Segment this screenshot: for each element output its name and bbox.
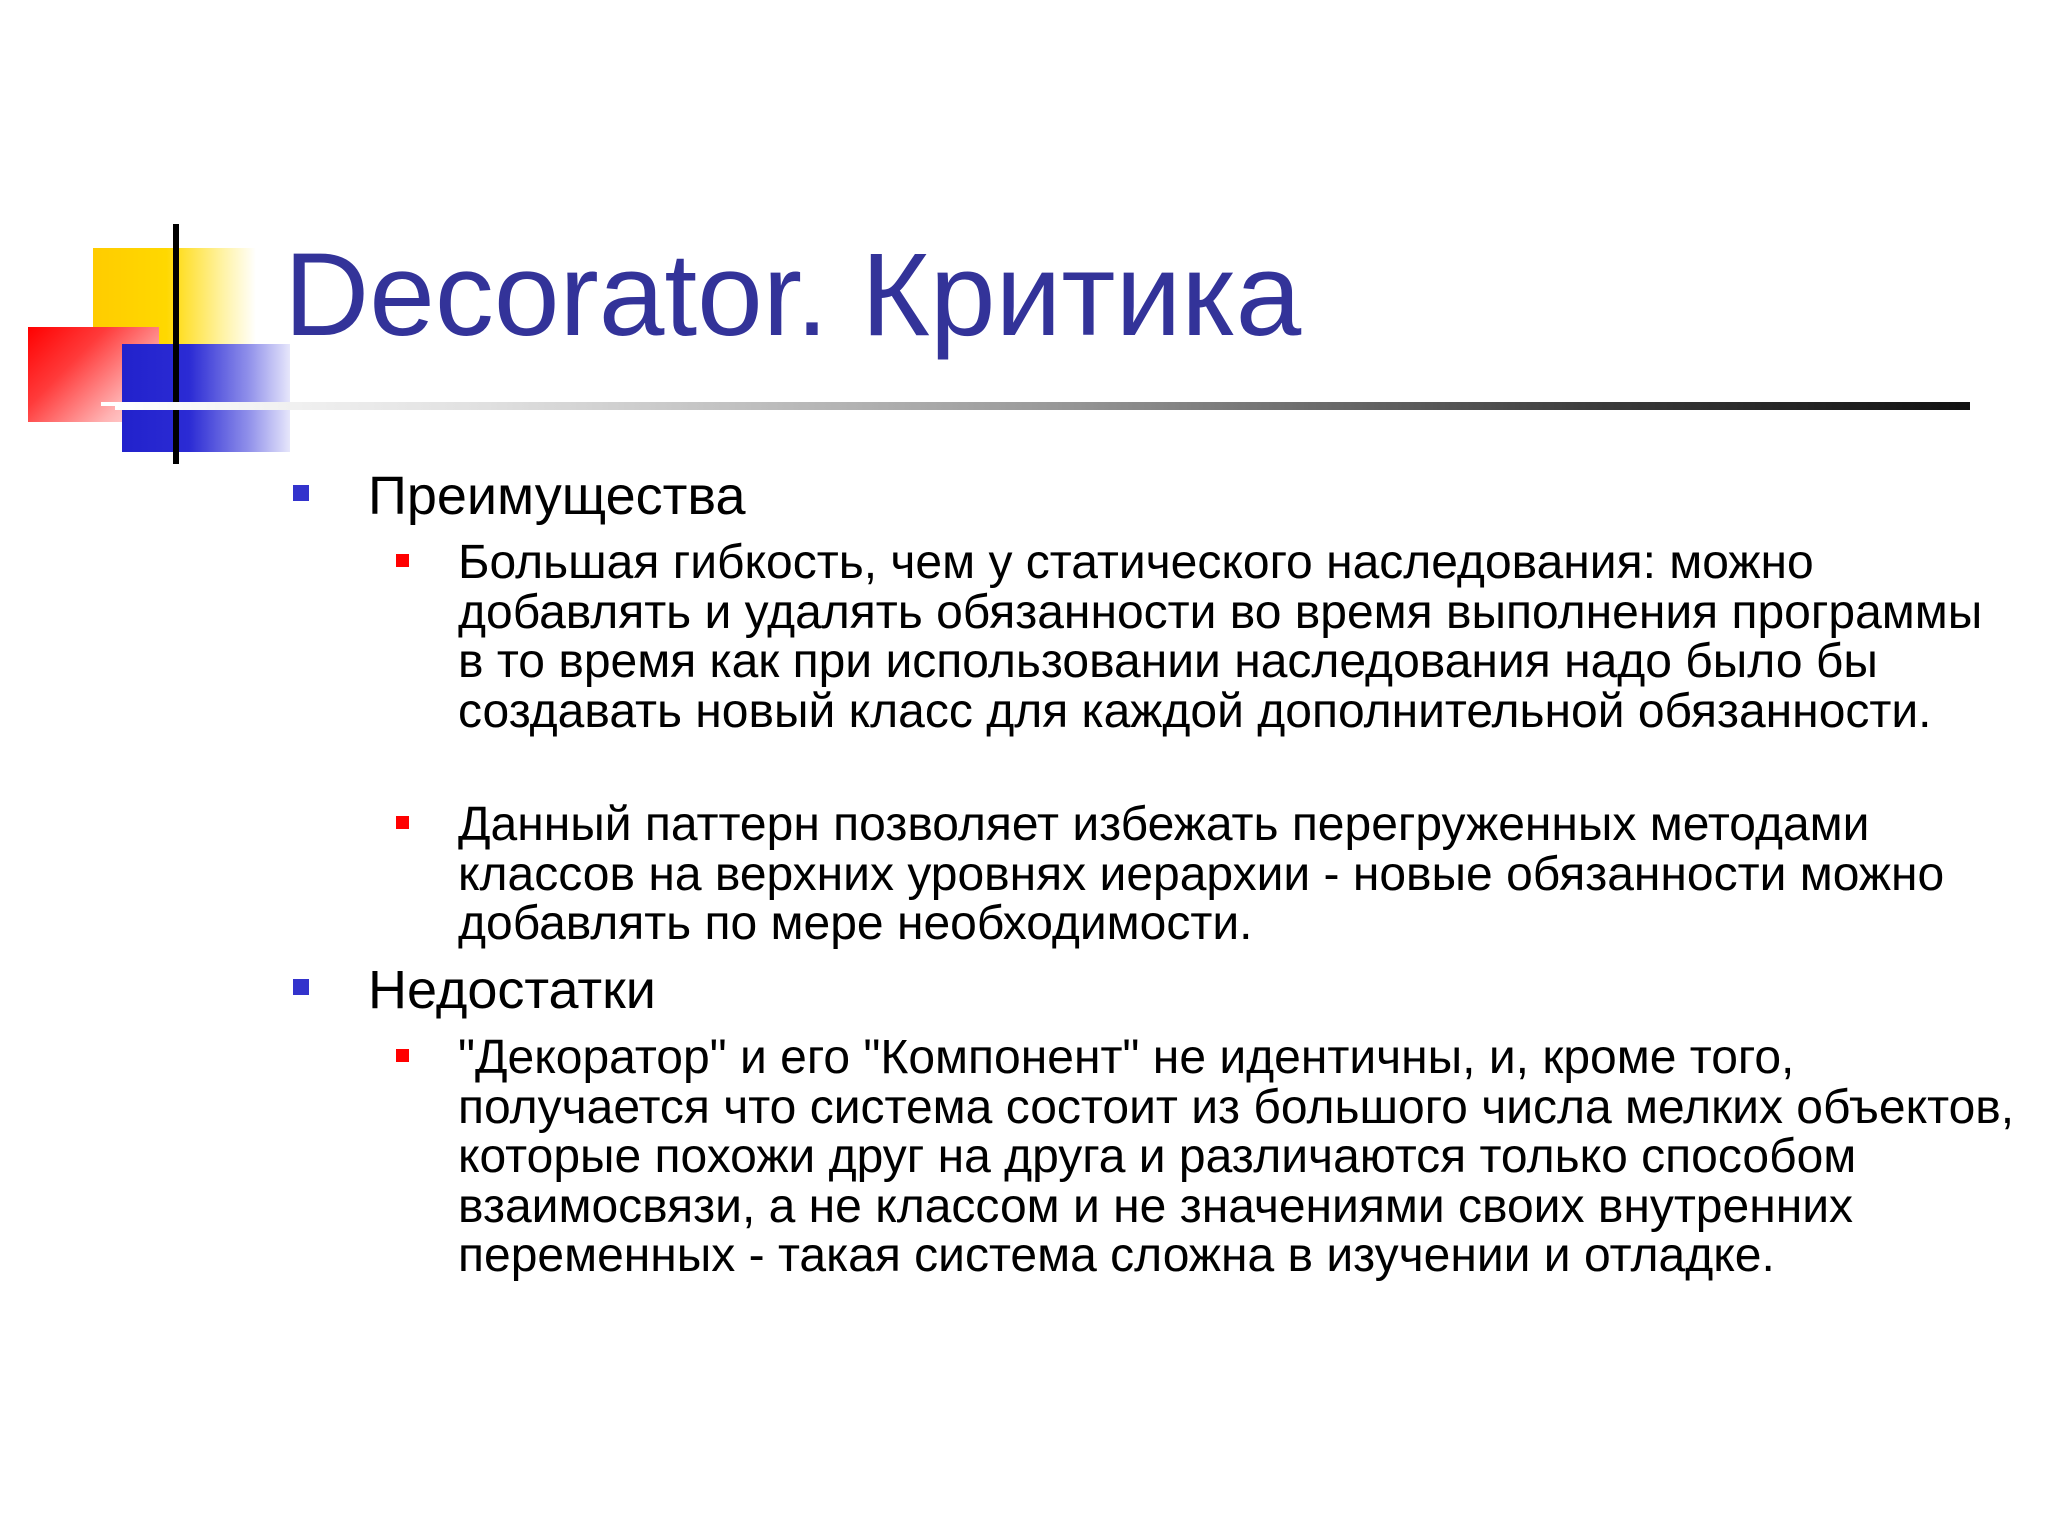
bullet-square-icon [293, 979, 309, 995]
list-item-advantage-2 [458, 800, 2018, 949]
list-item-disadvantage-1 [458, 1033, 2018, 1281]
bullet-square-icon [396, 554, 409, 567]
section-heading-text: Недостатки [368, 960, 656, 1020]
bullet-square-icon [293, 485, 309, 501]
section-heading-advantages [368, 466, 745, 526]
slide-title: Decorator. Критика [284, 229, 1302, 361]
list-item-text: "Декоратор" и его "Компонент" не идентичны, и, кроме того, получается что система состоит из большого числа мелких объектов, которые похожи друг на друга и различаются только способом взаимосвязи, а не классом и не значениями своих внутренних переменных - такая система сложна в изучении и отладке. [458, 1031, 2015, 1282]
section-heading-text: Преимущества [368, 466, 746, 526]
bullet-square-icon [396, 1049, 409, 1062]
decor-blue-block [122, 344, 290, 452]
bullet-square-icon [396, 816, 409, 829]
section-heading-disadvantages [368, 960, 656, 1020]
list-item-advantage-1 [458, 538, 2018, 736]
decor-black-line [173, 224, 179, 464]
title-underline [115, 402, 1970, 410]
list-item-text: Большая гибкость, чем у статического наследования: можно добавлять и удалять обязанности во время выполнения программы в то время как при использовании наследования надо было бы создавать новый класс для каждой дополнительной обязанности. [458, 536, 1983, 738]
list-item-text: Данный паттерн позволяет избежать перегруженных методами классов на верхних уровнях иерархии - новые обязанности можно добавлять по мере необходимости. [458, 798, 1945, 950]
